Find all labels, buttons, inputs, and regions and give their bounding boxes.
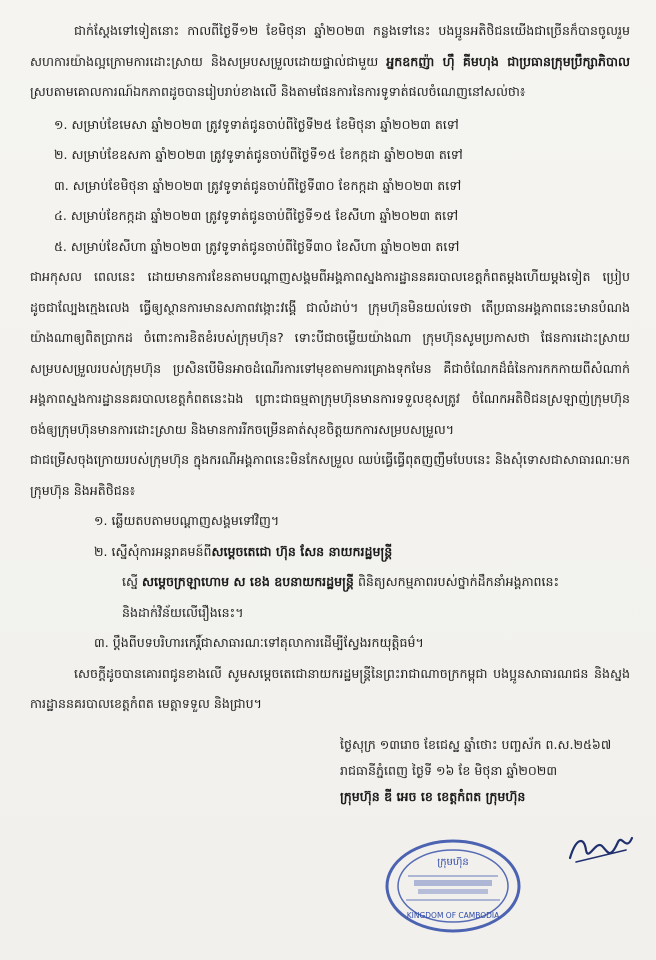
- item-text: សម្រាប់ខែមេសា ឆ្នាំ២០២៣ ត្រូវទូទាត់ជូនចាប់ពីថ្ងៃទី២៥ ខែមិថុនា ឆ្នាំ២០២៣ តទៅ: [71, 116, 459, 132]
- company-seal-stamp: [384, 838, 522, 934]
- item-number: ២.: [94, 543, 108, 559]
- list-item: [54, 232, 630, 263]
- item-text: ពិនិត្យសកម្មភាពរបស់ថ្នាក់ដឹកនាំអង្គភាពនេះ: [357, 574, 560, 589]
- closing-paragraph: សេចក្តីដូចបានគោរពជូនខាងលើ សូមសម្តេចតេជោនាយករដ្ឋមន្ត្រីនៃព្រះរាជាណាចក្រកម្ពុជា បងប្អូនសាធារណជន និងស្នងការដ្ឋាននគរបាលខេត្តកំពត មេត្តាទទួល និងជ្រាប។: [30, 665, 630, 711]
- chairman-name: អ្នកឧកញ៉ា ហ៊ឹ គីមហុង ជាប្រធានក្រុមប្រឹក្សាភិបាល: [386, 53, 630, 69]
- place-date: រាជធានីភ្នំពេញ ថ្ងៃទី ១៦ ខែ មិថុនា ឆ្នាំ២០២៣: [340, 762, 558, 778]
- demand-item-1: [30, 506, 630, 537]
- intro-text: ជាក់ស្តែងទៅទៀតនោះ កាលពីថ្ងៃទី១២ ខែមិថុនា ឆ្នាំ២០២៣ កន្លងទៅនេះ បងប្អូនអតិថិជនយើងជាច្រើនក៏បានចូលរួមសហការយ៉ាងល្អក្រោមការដោះស្រាយ និងសម្របសម្រួលដោយផ្ទាល់ជាមួយ: [30, 23, 630, 69]
- conclusion-paragraph: ជាជម្រើសចុងក្រោយរបស់ក្រុមហ៊ុន ក្នុងករណីអង្គភាពនេះមិនកែសម្រួល ឈប់ធ្វើធ្វើពុតញញឹមបែបនេះ និងសុំទោសជាសាធារណៈមកក្រុមហ៊ុន និងអតិថិជន៖: [30, 452, 630, 498]
- lunar-date: ថ្ងៃសុក្រ ១៣រោច ខែជេស្ឋ ឆ្នាំថោះ បញ្ចស័ក ព.ស.២៥៦៧: [340, 736, 612, 752]
- seal-bottom-text: KINGDOM OF CAMBODIA: [406, 911, 500, 920]
- item-text: សម្រាប់ខែឧសភា ឆ្នាំ២០២៣ ត្រូវទូទាត់ជូនចាប់ពីថ្ងៃទី១៥ ខែកក្កដា ឆ្នាំ២០២៣ តទៅ: [71, 147, 463, 162]
- item-text: សម្រាប់ខែសីហា ឆ្នាំ២០២៣ ត្រូវទូទាត់ជូនចាប់ពីថ្ងៃទី៣០ ខែសីហា ឆ្នាំ២០២៣ តទៅ: [70, 238, 460, 254]
- list-item: [54, 140, 630, 171]
- item-text: ប្តឹងពីបទបរិហារកេរ្តិ៍ជាសាធារណៈទៅតុលាការដើម្បីស្វែងរកយុត្តិធម៌។: [112, 635, 424, 650]
- item-text: សម្រាប់ខែកក្កដា ឆ្នាំ២០២៣ ត្រូវទូទាត់ជូនចាប់ពីថ្ងៃទី១៥ ខែសីហា ឆ្នាំ២០២៣ តទៅ: [70, 208, 459, 223]
- item-number: ២.: [54, 147, 68, 162]
- closing-block: [30, 732, 630, 810]
- intro-paragraph: [30, 16, 630, 108]
- item-number: ៥.: [54, 238, 67, 254]
- item-number: ៤.: [54, 208, 67, 223]
- item-text: ឆ្លើយតបតាមបណ្តាញសង្គមទៅវិញ។: [111, 513, 280, 528]
- item-number: ៣.: [54, 177, 69, 193]
- item-number: ១.: [54, 116, 68, 132]
- demand-item-2: [30, 537, 630, 568]
- item-number: ១.: [94, 513, 108, 528]
- payment-schedule-list: [30, 110, 630, 263]
- list-item: [54, 110, 630, 141]
- prime-minister-name: សម្តេចតេជោ ហ៊ុន សែន នាយករដ្ឋមន្ត្រី: [211, 543, 393, 559]
- item-number: ៣.: [94, 635, 109, 650]
- demand-item-3: [30, 628, 630, 659]
- demand-item-2-continuation: [30, 567, 630, 598]
- list-item: [54, 171, 630, 202]
- demand-item-2-end: និងដាក់វិន័យលើរឿងនេះ។: [122, 604, 244, 620]
- deputy-pm-name: សម្តេចក្រឡាហោម ស ខេង ឧបនាយករដ្ឋមន្ត្រី: [142, 574, 354, 589]
- item-text: ស្នើសុំការអន្តរាគមន៍ពី: [111, 543, 212, 559]
- signatory: ក្រុមហ៊ុន ឌី អេច ខេ ខេត្តកំពត ក្រុមហ៊ុន: [340, 788, 526, 804]
- item-text: ស្នើ: [122, 574, 138, 589]
- middle-paragraph: ជាអកុសល ពេលនេះ ដោយមានការខែនតាមបណ្តាញសង្គមពីអង្គភាពស្នងការដ្ឋាននគរបាលខេត្តកំពតម្តងហើយម្តងទៀត ប្រៀបដូចជាល្បែងក្មេងលេង ធ្វើឲ្យស្ថានការមានសភាពវង្កោះវង្គើ ជាលំដាប់។ ក្រុមហ៊ុនមិនយល់ទេថា តើប្រធានអង្គភាពនេះមានបំណងយ៉ាងណាឲ្យពិតប្រាកដ ចំពោះការខិតខំរបស់ក្រុមហ៊ុន? ទោះបីជាចម្លើយយ៉ាងណា ក្រុមហ៊ុនសូមប្រកាសថា ផែនការដោះស្រាយសម្របសម្រួលរបស់ក្រុមហ៊ុន ប្រសិនបើមិនអាចដំណើរការទៅមុខតាមការគ្រោងទុកមែន គឺជាចំណែកដ៏ធំនៃការកកកាយពីសំណាក់អង្គភាពស្នងការដ្ឋាននគរបាលខេត្តកំពតនេះឯង ព្រោះជាធម្មតាក្រុមហ៊ុនមានការទទួលខុសត្រូវ ចំណែកអតិថិជនស្រឡាញ់ក្រុមហ៊ុនចង់ឲ្យក្រុមហ៊ុនមានការដោះស្រាយ និងមានការរីកចម្រើនគាត់សុខចិត្តយកការសម្របសម្រួល។: [30, 269, 630, 437]
- intro-end-text: ស្របតាមគោលការណ៍ឯកភាពដូចបានរៀបរាប់ខាងលើ និងតាមផែនការនៃការទូទាត់ផលចំណេញនៅសល់ថា៖: [30, 84, 526, 99]
- seal-top-text: ក្រុមហ៊ុន: [437, 857, 469, 868]
- demands-list: [30, 506, 630, 659]
- item-text: សម្រាប់ខែមិថុនា ឆ្នាំ២០២៣ ត្រូវទូទាត់ជូនចាប់ពីថ្ងៃទី៣០ ខែកក្កដា ឆ្នាំ២០២៣ តទៅ: [72, 177, 462, 193]
- handwritten-signature: [566, 832, 636, 866]
- list-item: [54, 201, 630, 232]
